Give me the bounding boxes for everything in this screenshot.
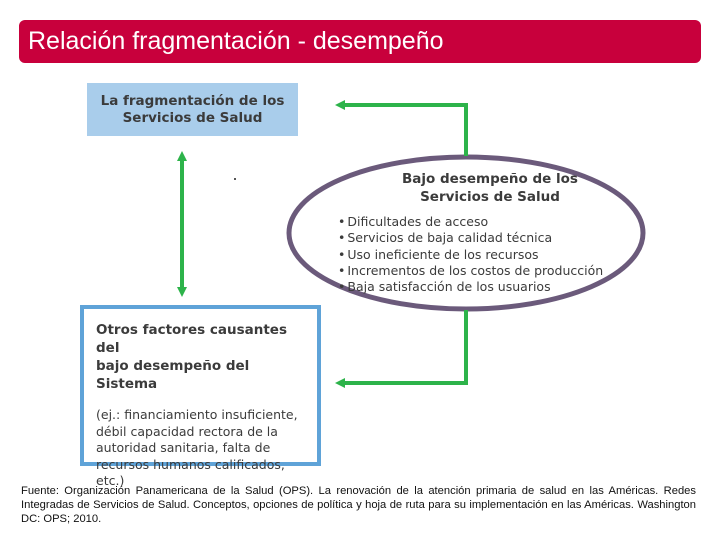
fragmentation-box bbox=[87, 83, 298, 136]
top-return-arrow bbox=[340, 105, 466, 156]
ellipse-content bbox=[300, 170, 640, 295]
slide-title: Relación fragmentación - desempeño bbox=[28, 27, 444, 55]
ellipse-heading: Bajo desempeño de los Servicios de Salud bbox=[402, 171, 578, 205]
bottom-return-arrow bbox=[340, 310, 466, 383]
source-caption: Fuente: Organización Panamericana de la Salud (OPS). La renovación de la atención primaria de salud en las Américas. Redes Integradas de Servicios de Salud. Conceptos, opciones de política y hoja de ruta para su implementación en las Américas. Washington DC: OPS; 2010. bbox=[21, 485, 696, 525]
other-factors-box bbox=[80, 305, 321, 488]
fragmentation-label: La fragmentación de los Servicios de Salud bbox=[100, 92, 285, 126]
list-item: • Uso ineficiente de los recursos bbox=[338, 247, 640, 263]
list-item: • Servicios de baja calidad técnica bbox=[338, 230, 640, 246]
stray-dot bbox=[234, 178, 236, 180]
list-item: • Baja satisfacción de los usuarios bbox=[338, 279, 640, 295]
other-factors-heading: Otros factores causantes del bajo desempeño del Sistema bbox=[96, 322, 287, 392]
list-item: • Incrementos de los costos de producción bbox=[338, 263, 640, 279]
ellipse-bullet-list bbox=[338, 214, 640, 295]
other-factors-detail: (ej.: financiamiento insuficiente, débil capacidad rectora de la autoridad sanitaria, falta de recursos humanos calificados, etc.) bbox=[96, 407, 298, 488]
list-item: • Dificultades de acceso bbox=[338, 214, 640, 230]
